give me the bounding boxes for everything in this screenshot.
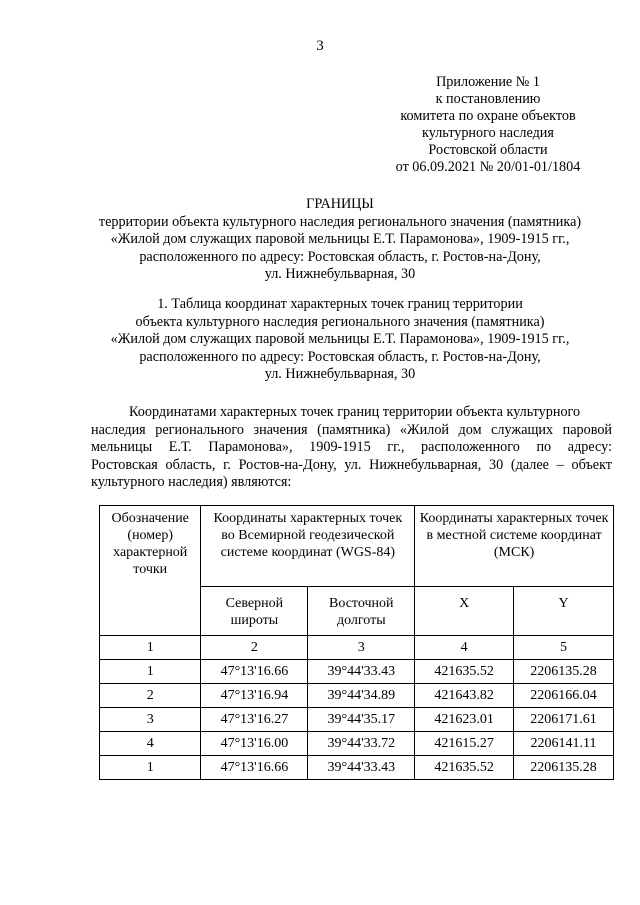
north-latitude: 47°13'16.94 — [201, 684, 308, 708]
table-title-line: ул. Нижнебульварная, 30 — [264, 366, 416, 382]
paragraph-line: культурного наследия) являются: — [91, 474, 292, 490]
coordinates-table — [99, 505, 614, 780]
msk-x: 421623.01 — [415, 708, 514, 732]
intro-paragraph — [91, 404, 612, 492]
header-y: Y — [514, 587, 614, 636]
table-title-line: объекта культурного наследия регионального значения (памятника) — [135, 313, 545, 330]
table-title-line: 1. Таблица координат характерных точек границ территории — [157, 296, 523, 312]
table-title-line: «Жилой дом служащих паровой мельницы Е.Т. Парамонова», 1909-1915 гг., — [110, 331, 570, 347]
table-title — [60, 296, 620, 384]
table-title-line: расположенного по адресу: Ростовская область, г. Ростов-на-Дону, — [139, 348, 541, 365]
msk-x: 421635.52 — [415, 756, 514, 780]
msk-x: 421643.82 — [415, 684, 514, 708]
header-msk: Координаты характерных точек в местной системе координат (МСК) — [415, 506, 614, 587]
north-latitude: 47°13'16.66 — [201, 756, 308, 780]
table-row — [100, 708, 614, 732]
east-longitude: 39°44'33.43 — [308, 660, 415, 684]
header-x: X — [415, 587, 514, 636]
title-line: ГРАНИЦЫ — [306, 196, 374, 212]
title-line: «Жилой дом служащих паровой мельницы Е.Т. Парамонова», 1909-1915 гг., — [110, 231, 570, 247]
title-line: ул. Нижнебульварная, 30 — [264, 266, 416, 282]
column-number: 4 — [415, 636, 514, 660]
title-line: расположенного по адресу: Ростовская область, г. Ростов-на-Дону, — [139, 248, 541, 265]
msk-y: 2206166.04 — [514, 684, 614, 708]
appendix-line: к постановлению — [435, 91, 541, 107]
appendix-block — [380, 74, 596, 176]
table-row — [100, 660, 614, 684]
msk-y: 2206141.11 — [514, 732, 614, 756]
east-longitude: 39°44'33.43 — [308, 756, 415, 780]
header-designation: Обозначение (номер) характерной точки — [100, 506, 201, 636]
paragraph-line: мельницы Е.Т. Парамонова», 1909-1915 гг., расположенного по адресу: — [91, 439, 612, 455]
appendix-line: культурного наследия — [422, 125, 554, 141]
east-longitude: 39°44'35.17 — [308, 708, 415, 732]
north-latitude: 47°13'16.00 — [201, 732, 308, 756]
header-wgs: Координаты характерных точек во Всемирной геодезической системе координат (WGS-84) — [201, 506, 415, 587]
point-number: 1 — [100, 660, 201, 684]
column-number-row — [100, 636, 614, 660]
east-longitude: 39°44'33.72 — [308, 732, 415, 756]
north-latitude: 47°13'16.27 — [201, 708, 308, 732]
table-row — [100, 732, 614, 756]
title-line: территории объекта культурного наследия регионального значения (памятника) — [98, 213, 582, 230]
north-latitude: 47°13'16.66 — [201, 660, 308, 684]
paragraph-line: Ростовская область, г. Ростов-на-Дону, ул. Нижнебульварная, 30 (далее – объект — [91, 456, 612, 473]
header-east: Восточной долготы — [308, 587, 415, 636]
point-number: 4 — [100, 732, 201, 756]
msk-x: 421635.52 — [415, 660, 514, 684]
msk-y: 2206171.61 — [514, 708, 614, 732]
msk-x: 421615.27 — [415, 732, 514, 756]
document-title — [60, 196, 620, 284]
column-number: 5 — [514, 636, 614, 660]
east-longitude: 39°44'34.89 — [308, 684, 415, 708]
page-number: 3 — [316, 38, 324, 54]
msk-y: 2206135.28 — [514, 756, 614, 780]
appendix-line: комитета по охране объектов — [400, 108, 576, 124]
column-number: 3 — [308, 636, 415, 660]
column-number: 2 — [201, 636, 308, 660]
msk-y: 2206135.28 — [514, 660, 614, 684]
point-number: 2 — [100, 684, 201, 708]
point-number: 3 — [100, 708, 201, 732]
paragraph-line: наследия регионального значения (памятника) «Жилой дом служащих паровой — [91, 421, 612, 438]
table-row — [100, 684, 614, 708]
paragraph-line: Координатами характерных точек границ территории объекта культурного — [129, 404, 581, 420]
column-number: 1 — [100, 636, 201, 660]
appendix-line: Ростовской области — [428, 142, 548, 158]
appendix-line: от 06.09.2021 № 20/01-01/1804 — [395, 159, 581, 175]
header-north: Северной широты — [201, 587, 308, 636]
point-number: 1 — [100, 756, 201, 780]
appendix-line: Приложение № 1 — [436, 74, 540, 90]
table-row — [100, 756, 614, 780]
table-header-row — [100, 506, 614, 587]
